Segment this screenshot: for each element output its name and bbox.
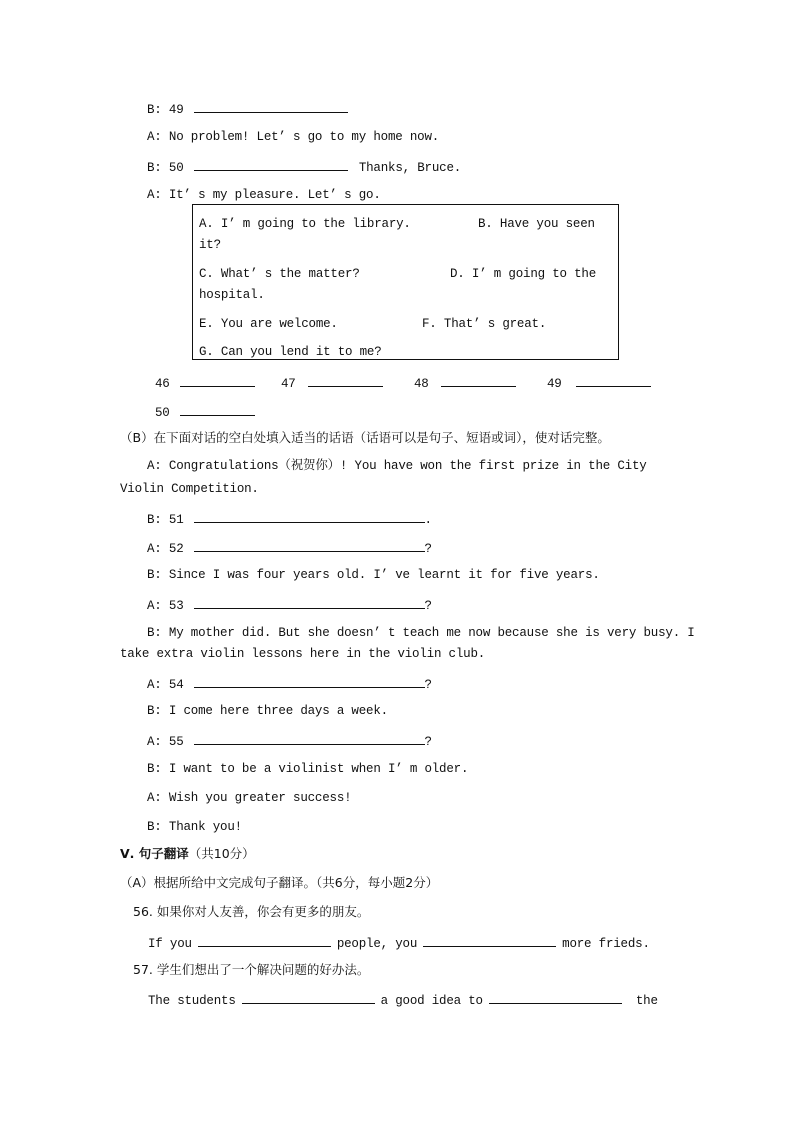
answer-blank-49[interactable] [576,374,651,387]
answer-slot-label: 46 [155,377,170,391]
answer-slot-label: 47 [281,377,296,391]
section-v-title: Ⅴ. 句子翻译 [120,846,189,861]
answer-line-57 [148,991,658,1009]
line-b-want: B: I want to be a violinist when I’ m older. [147,762,469,776]
line-a53 [147,596,432,614]
label-b51: B: 51 [147,513,184,527]
answer-slot-label: 49 [547,377,562,391]
q56-part3: more frieds. [562,937,650,951]
option-d-line1: D. I’ m going to the [450,267,597,281]
section-v-sub-a: （A）根据所给中文完成句子翻译。（共6分，每小题2分） [120,875,439,890]
answer-blank-50[interactable] [180,403,255,416]
line-a-congrats-2: Violin Competition. [120,482,259,496]
label-a54: A: 54 [147,678,184,692]
line-a-wish: A: Wish you greater success! [147,791,352,805]
answer-blank-46[interactable] [180,374,255,387]
line-b51 [147,510,432,528]
line-b-mother-1: B: My mother did. But she doesn’ t teach me now because she is very busy. I [147,626,695,640]
option-f: F. That’ s great. [422,317,547,331]
option-g: G. Can you lend it to me? [199,345,382,359]
line-a52 [147,539,432,557]
end-b51: . [424,513,432,527]
q57-part2: a good idea to [380,994,483,1008]
end-a54: ? [424,678,432,692]
answer-slot-47 [281,374,387,392]
q57-part1: The students [148,994,236,1008]
line-a-pleasure: A: It’ s my pleasure. Let’ s go. [147,188,381,202]
label-a52: A: 52 [147,542,184,556]
label-b50: B: 50 [147,161,184,175]
answer-slot-label: 50 [155,406,170,420]
blank-51[interactable] [194,510,425,523]
line-b50 [147,158,461,176]
answer-slot-46 [155,374,259,392]
answer-blank-48[interactable] [441,374,516,387]
end-a55: ? [424,735,432,749]
line-a-no-problem: A: No problem! Let’ s go to my home now. [147,130,440,144]
end-a53: ? [424,599,432,613]
blank-57-a[interactable] [242,991,375,1004]
blank-53[interactable] [194,596,425,609]
answer-slot-49 [547,374,655,392]
q56-part1: If you [148,937,192,951]
blank-54[interactable] [194,675,425,688]
blank-57-b[interactable] [489,991,622,1004]
line-a54 [147,675,432,693]
option-a: A. I’ m going to the library. [199,217,411,231]
b50-tail: Thanks, Bruce. [358,161,462,175]
line-b-mother-2: take extra violin lessons here in the violin club. [120,647,486,661]
line-b49 [147,100,352,118]
line-b-since: B: Since I was four years old. I’ ve learnt it for five years. [147,568,600,582]
option-d-line2: hospital. [199,288,265,302]
blank-56-a[interactable] [198,934,331,947]
line-b-thank: B: Thank you! [147,820,242,834]
answer-blank-47[interactable] [308,374,383,387]
section-b-instruction: （B）在下面对话的空白处填入适当的话语（话语可以是句子、短语或词），使对话完整。 [120,430,610,445]
section-v-score: （共10分） [188,846,255,861]
option-b-line2: it? [199,238,221,252]
end-a52: ? [424,542,432,556]
section-v-heading [120,846,255,862]
option-e: E. You are welcome. [199,317,338,331]
option-b-line1: B. Have you seen [478,217,595,231]
question-56: 56. 如果你对人友善，你会有更多的朋友。 [133,904,370,919]
label-a55: A: 55 [147,735,184,749]
line-a55 [147,732,432,750]
blank-49[interactable] [194,100,348,113]
blank-50[interactable] [194,158,348,171]
line-b-come: B: I come here three days a week. [147,704,388,718]
option-c: C. What’ s the matter? [199,267,360,281]
question-57: 57. 学生们想出了一个解决问题的好办法。 [133,962,370,977]
blank-52[interactable] [194,539,425,552]
blank-56-b[interactable] [423,934,556,947]
label-a53: A: 53 [147,599,184,613]
answer-slot-48 [414,374,520,392]
blank-55[interactable] [194,732,425,745]
answer-slot-50 [155,403,259,421]
line-a-congrats-1: A: Congratulations（祝贺你）! You have won the first prize in the City [147,459,647,473]
answer-line-56 [148,934,650,952]
q56-part2: people, you [336,937,418,951]
q57-part3: the [635,994,658,1008]
answer-slot-label: 48 [414,377,429,391]
label-b49: B: 49 [147,103,184,117]
